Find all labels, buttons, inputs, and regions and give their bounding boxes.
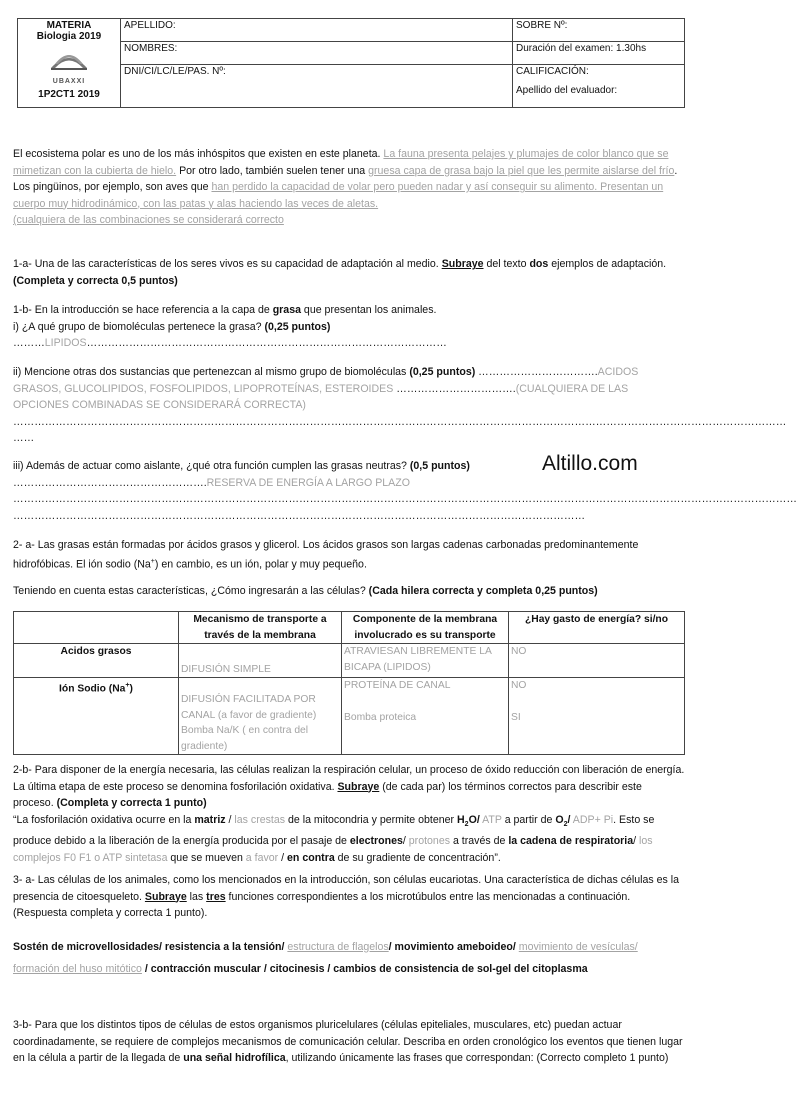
q2b-sep-4: /	[278, 851, 288, 864]
materia-label: MATERIA	[46, 20, 92, 31]
intro-text-2: Por otro lado, también suelen tener una	[176, 164, 369, 177]
exam-header-table	[17, 18, 685, 108]
q1b-text-1: 1-b- En la introducción se hace referencia a la capa de	[13, 304, 273, 316]
q2b-h2o-h: H	[457, 813, 465, 826]
q1b-i-answer-line	[13, 335, 685, 352]
sodio-en-2: SI	[511, 711, 521, 723]
q1a-text-3: ejemplos de adaptación.	[548, 258, 667, 270]
q2b-text-1: 2-b- Para disponer de la energía necesaria, las células realizan la respiración celular, un proceso de óxido reducción con liberación de energía. La última etapa de este proceso se denomina fosforilación oxidativa.	[13, 764, 685, 793]
sobre-field[interactable]: SOBRE Nº:	[513, 19, 685, 42]
question-2a	[13, 537, 685, 599]
q2b-adp: ADP+ Pi	[570, 813, 614, 826]
q2b-quote-1: “La fosforilación oxidativa ocurre en la	[13, 813, 195, 826]
duracion-label: Duración del examen: 1.30hs	[513, 42, 685, 65]
q1b-i-points: (0,25 puntos)	[264, 320, 331, 333]
sodio-comp-1: PROTEÍNA DE CANAL	[344, 680, 451, 691]
table-row	[14, 644, 685, 678]
table-header-empty	[14, 612, 179, 644]
q2a-points: (Cada hilera correcta y completa 0,25 puntos)	[368, 584, 598, 597]
q2b-complejos: los complejos F0 F1 o ATP sintetasa	[13, 835, 653, 864]
q1b-i-dots-1: ………	[13, 337, 45, 349]
q2b-sep-2: /	[402, 835, 409, 848]
q2b-quote-4: . Esto se produce debido a la liberación de la energía producida por el pasaje de	[13, 813, 655, 848]
q3b-text-1: 3-b- Para que los distintos tipos de células de estos organismos pluricelulares (células epiteliales, musculares, etc) puedan actuar coordinadamente, se requiere de complejos mecanismos de comunicación celular. Describa en orden cronológico los eventos que tienen lugar en la célula a partir de la llegada de	[13, 1019, 683, 1064]
table-cell-mecanismo-acidos[interactable]: DIFUSIÓN SIMPLE	[179, 644, 342, 678]
table-cell-componente-sodio[interactable]	[342, 678, 509, 755]
table-row-label-sodio	[14, 678, 179, 755]
q2b-sep-3: /	[633, 835, 640, 848]
q1b-i	[13, 319, 685, 336]
q2b-cadena: la cadena de respiratoria	[508, 835, 634, 848]
q3a-paragraph	[13, 872, 685, 922]
q1b-i-text: i) ¿A qué grupo de biomoléculas pertenece la grasa?	[13, 320, 265, 333]
q3a-text-3: funciones correspondientes a los microtúbulos entre las mencionadas a continuación. (Respuesta completa y correcta 1 punto).	[13, 890, 631, 919]
question-2b	[13, 762, 685, 866]
q2a-prompt	[13, 583, 685, 600]
q2b-o2-sub: 2	[563, 820, 568, 828]
q1a-bold-1: dos	[529, 258, 549, 270]
q2b-quote-5: a través de	[450, 835, 509, 848]
q3a-text-2: las	[186, 890, 207, 903]
q2b-sep-1: /	[225, 813, 235, 826]
q2b-underline: Subraye	[337, 780, 380, 793]
q1b-ii-dots-2: …………………………….	[393, 382, 516, 395]
sodio-en-1: NO	[511, 680, 527, 691]
q1b-iii-points: (0,5 puntos)	[409, 460, 470, 472]
materia-year: Biologia 2019	[36, 31, 102, 42]
question-3b	[13, 1017, 685, 1067]
q2b-quote-7: de su gradiente de concentración”.	[334, 851, 501, 864]
exam-code: 1P2CT1 2019	[38, 89, 100, 100]
apellido-field[interactable]: APELLIDO:	[121, 19, 513, 42]
q2b-o2: O	[555, 813, 564, 826]
q2b-quote	[13, 812, 685, 867]
sodio-sup: +	[125, 682, 130, 689]
calificacion-label: CALIFICACIÓN:	[516, 66, 589, 77]
q2b-text-2: (de cada par) los términos correctos para describir este proceso.	[13, 780, 642, 809]
q1b-iii-text: iii) Además de actuar como aislante, ¿qué otra función cumplen las grasas neutras?	[13, 460, 410, 472]
q1b-ii-dotshort: ……	[13, 432, 35, 444]
transport-table	[13, 611, 685, 755]
q1b-ii-text: ii) Mencione otras dos sustancias que pertenezcan al mismo grupo de biomoléculas	[13, 366, 410, 378]
table-row-label-acidos: Acidos grasos	[14, 644, 179, 678]
q2a-text-2: ) en cambio, es un ión, polar y muy pequeño.	[154, 558, 367, 571]
q3b-bold: una señal hidrofílica	[183, 1052, 286, 1064]
intro-text-1: El ecosistema polar es uno de los más inhóspitos que existen en este planeta.	[13, 148, 384, 160]
question-1b-ii	[13, 364, 787, 447]
ubaxxi-logo	[47, 46, 91, 76]
q1b-bold: grasa	[272, 304, 301, 316]
q3b-text-2: , utilizando únicamente las frases que correspondan: (Correcto completo 1 punto)	[285, 1052, 669, 1064]
table-cell-componente-acidos[interactable]: ATRAVIESAN LIBREMENTE LA BICAPA (LIPIDOS)	[342, 644, 509, 678]
intro-paragraph	[13, 146, 685, 229]
q1b-iii-answer: RESERVA DE ENERGÍA A LARGO PLAZO	[206, 476, 410, 489]
q2b-crestas: las crestas	[234, 813, 286, 826]
q3a-text-1: 3- a- Las células de los animales, como los mencionados en la introducción, son células eucariotas. Una característica de dichas células es la presencia de citoesqueleto.	[13, 874, 679, 903]
table-cell-energia-sodio[interactable]	[509, 678, 685, 755]
q2b-protones: protones	[408, 835, 451, 848]
q1a-text-2: del texto	[483, 258, 530, 270]
q2b-contra: en contra	[287, 851, 335, 864]
q2b-matriz: matriz	[194, 813, 226, 826]
q3a-options-1: Sostén de microvellosidades/ resistencia a la tensión/	[13, 940, 288, 953]
q2b-electrones: electrones	[349, 835, 403, 848]
sodio-label-end: )	[129, 683, 133, 695]
q1b-intro	[13, 302, 685, 319]
calificacion-cell	[513, 65, 685, 108]
intro-answer-1: La fauna presenta pelajes y plumajes de color blanco que se mimetizan con la cubierta de hielo.	[13, 148, 669, 177]
intro-text-3: . Los pingüinos, por ejemplo, son aves que	[13, 164, 678, 193]
table-row	[14, 678, 685, 755]
q2b-slash: /	[567, 813, 571, 826]
q1b-ii-answer: ACIDOS GRASOS, GLUCOLIPIDOS, FOSFOLIPIDOS, LIPOPROTEÍNAS, ESTEROIDES	[13, 366, 639, 395]
table-header-componente: Componente de la membrana involucrado es su transporte	[342, 612, 509, 644]
q1b-i-answer: LIPIDOS	[44, 337, 87, 349]
materia-cell	[18, 19, 121, 108]
q2a-text-1: 2- a- Las grasas están formadas por ácidos grasos y glicerol. Los ácidos grasos son largas cadenas carbonadas predominantemente hidrofóbicas. El ión sodio (Na	[13, 539, 639, 571]
q2b-paragraph	[13, 762, 685, 812]
table-header-energia: ¿Hay gasto de energía? si/no	[509, 612, 685, 644]
q1b-text-2: que presentan los animales.	[300, 304, 437, 316]
intro-answer-2: gruesa capa de grasa bajo la piel que les permite aislarse del frío	[368, 164, 675, 177]
dni-field[interactable]: DNI/CI/LC/LE/PAS. Nº:	[121, 65, 513, 108]
evaluador-label: Apellido del evaluador:	[516, 85, 618, 96]
intro-answer-note: (cualquiera de las combinaciones se considerará correcto	[13, 214, 284, 226]
table-cell-energia-acidos[interactable]: NO	[509, 644, 685, 678]
q1b-iii-dotline-1: ……………………………………………………………………………………………………………………………………………………………………………………………………	[13, 493, 797, 505]
q1a-points: (Completa y correcta 0,5 puntos)	[13, 274, 178, 287]
sodio-mec-2: Bomba Na/K ( en contra del gradiente)	[181, 725, 309, 752]
q3a-options-3: / contracción muscular / citocinesis / cambios de consistencia de sol-gel del citoplasma	[141, 962, 588, 975]
q1b-ii-dots-1: …………………………….	[475, 366, 598, 378]
q3a-options-2: / movimiento ameboideo/	[388, 940, 519, 953]
q3a-underline-1: Subraye	[144, 890, 187, 903]
q2b-h2o-o: O/	[468, 813, 480, 826]
q3a-answer-1: estructura de flagelos	[287, 940, 389, 953]
q3a-answer-2: movimiento de vesículas/ formación del huso mitótico	[13, 940, 638, 975]
nombres-field[interactable]: NOMBRES:	[121, 42, 513, 65]
q2b-h2o-sub: 2	[464, 820, 469, 828]
q1b-iii-answer-line	[13, 475, 685, 492]
q1b-iii-dotline-2: ………………………………………………………………………………………………………………………………………………	[13, 509, 586, 522]
question-1a	[13, 256, 685, 289]
question-3a	[13, 872, 685, 980]
q1a-underline: Subraye	[441, 258, 484, 270]
logo-text: UBAXXI	[52, 78, 86, 85]
question-1b	[13, 302, 685, 352]
q2b-quote-6: que se mueven	[167, 851, 246, 864]
q1b-iii-dots: ……………………………………………….	[13, 476, 207, 489]
table-header-mecanismo: Mecanismo de transporte a través de la membrana	[179, 612, 342, 644]
q1b-ii-answer-note: (CUALQUIERA DE LAS OPCIONES COMBINADAS SE CONSIDERARÁ CORRECTA)	[13, 382, 629, 411]
table-cell-mecanismo-sodio[interactable]	[179, 678, 342, 755]
q3a-underline-2: tres	[206, 890, 226, 903]
sodio-comp-2: Bomba proteica	[344, 711, 417, 723]
q2a-paragraph	[13, 537, 685, 573]
q1b-ii-dotline: …………………………………………………………………………………………………………………………………………………………………………………………………	[13, 415, 787, 428]
q1b-i-dots-2: …………………………………………………………………………………………	[86, 337, 447, 349]
q1b-ii-points: (0,25 puntos)	[409, 366, 476, 378]
intro-answer-3: han perdido la capacidad de volar pero pueden nadar y así conseguir su alimento. Presentan un cuerpo muy hidrodinámico, con las patas y alas haciendo las veces de aletas.	[13, 181, 664, 210]
sodio-label: Ión Sodio (Na	[59, 683, 126, 695]
q3a-options	[13, 936, 685, 980]
table-header-row	[14, 612, 685, 644]
q2b-quote-2: de la mitocondria y permite obtener	[285, 813, 458, 826]
q2b-points: (Completa y correcta 1 punto)	[56, 797, 207, 809]
q2a-sup: +	[150, 557, 155, 565]
watermark-text: Altillo.com	[542, 452, 638, 475]
q2b-quote-3: a partir de	[501, 813, 556, 826]
q1a-text-1: 1-a- Una de las características de los seres vivos es su capacidad de adaptación al medio.	[13, 258, 442, 270]
sodio-mec-1: DIFUSIÓN FACILITADA POR CANAL (a favor de gradiente)	[181, 694, 317, 721]
q2a-prompt-text: Teniendo en cuenta estas características, ¿Cómo ingresarán a las células?	[13, 584, 369, 597]
q2b-favor: a favor	[245, 851, 279, 864]
q2b-atp: ATP	[479, 813, 502, 826]
